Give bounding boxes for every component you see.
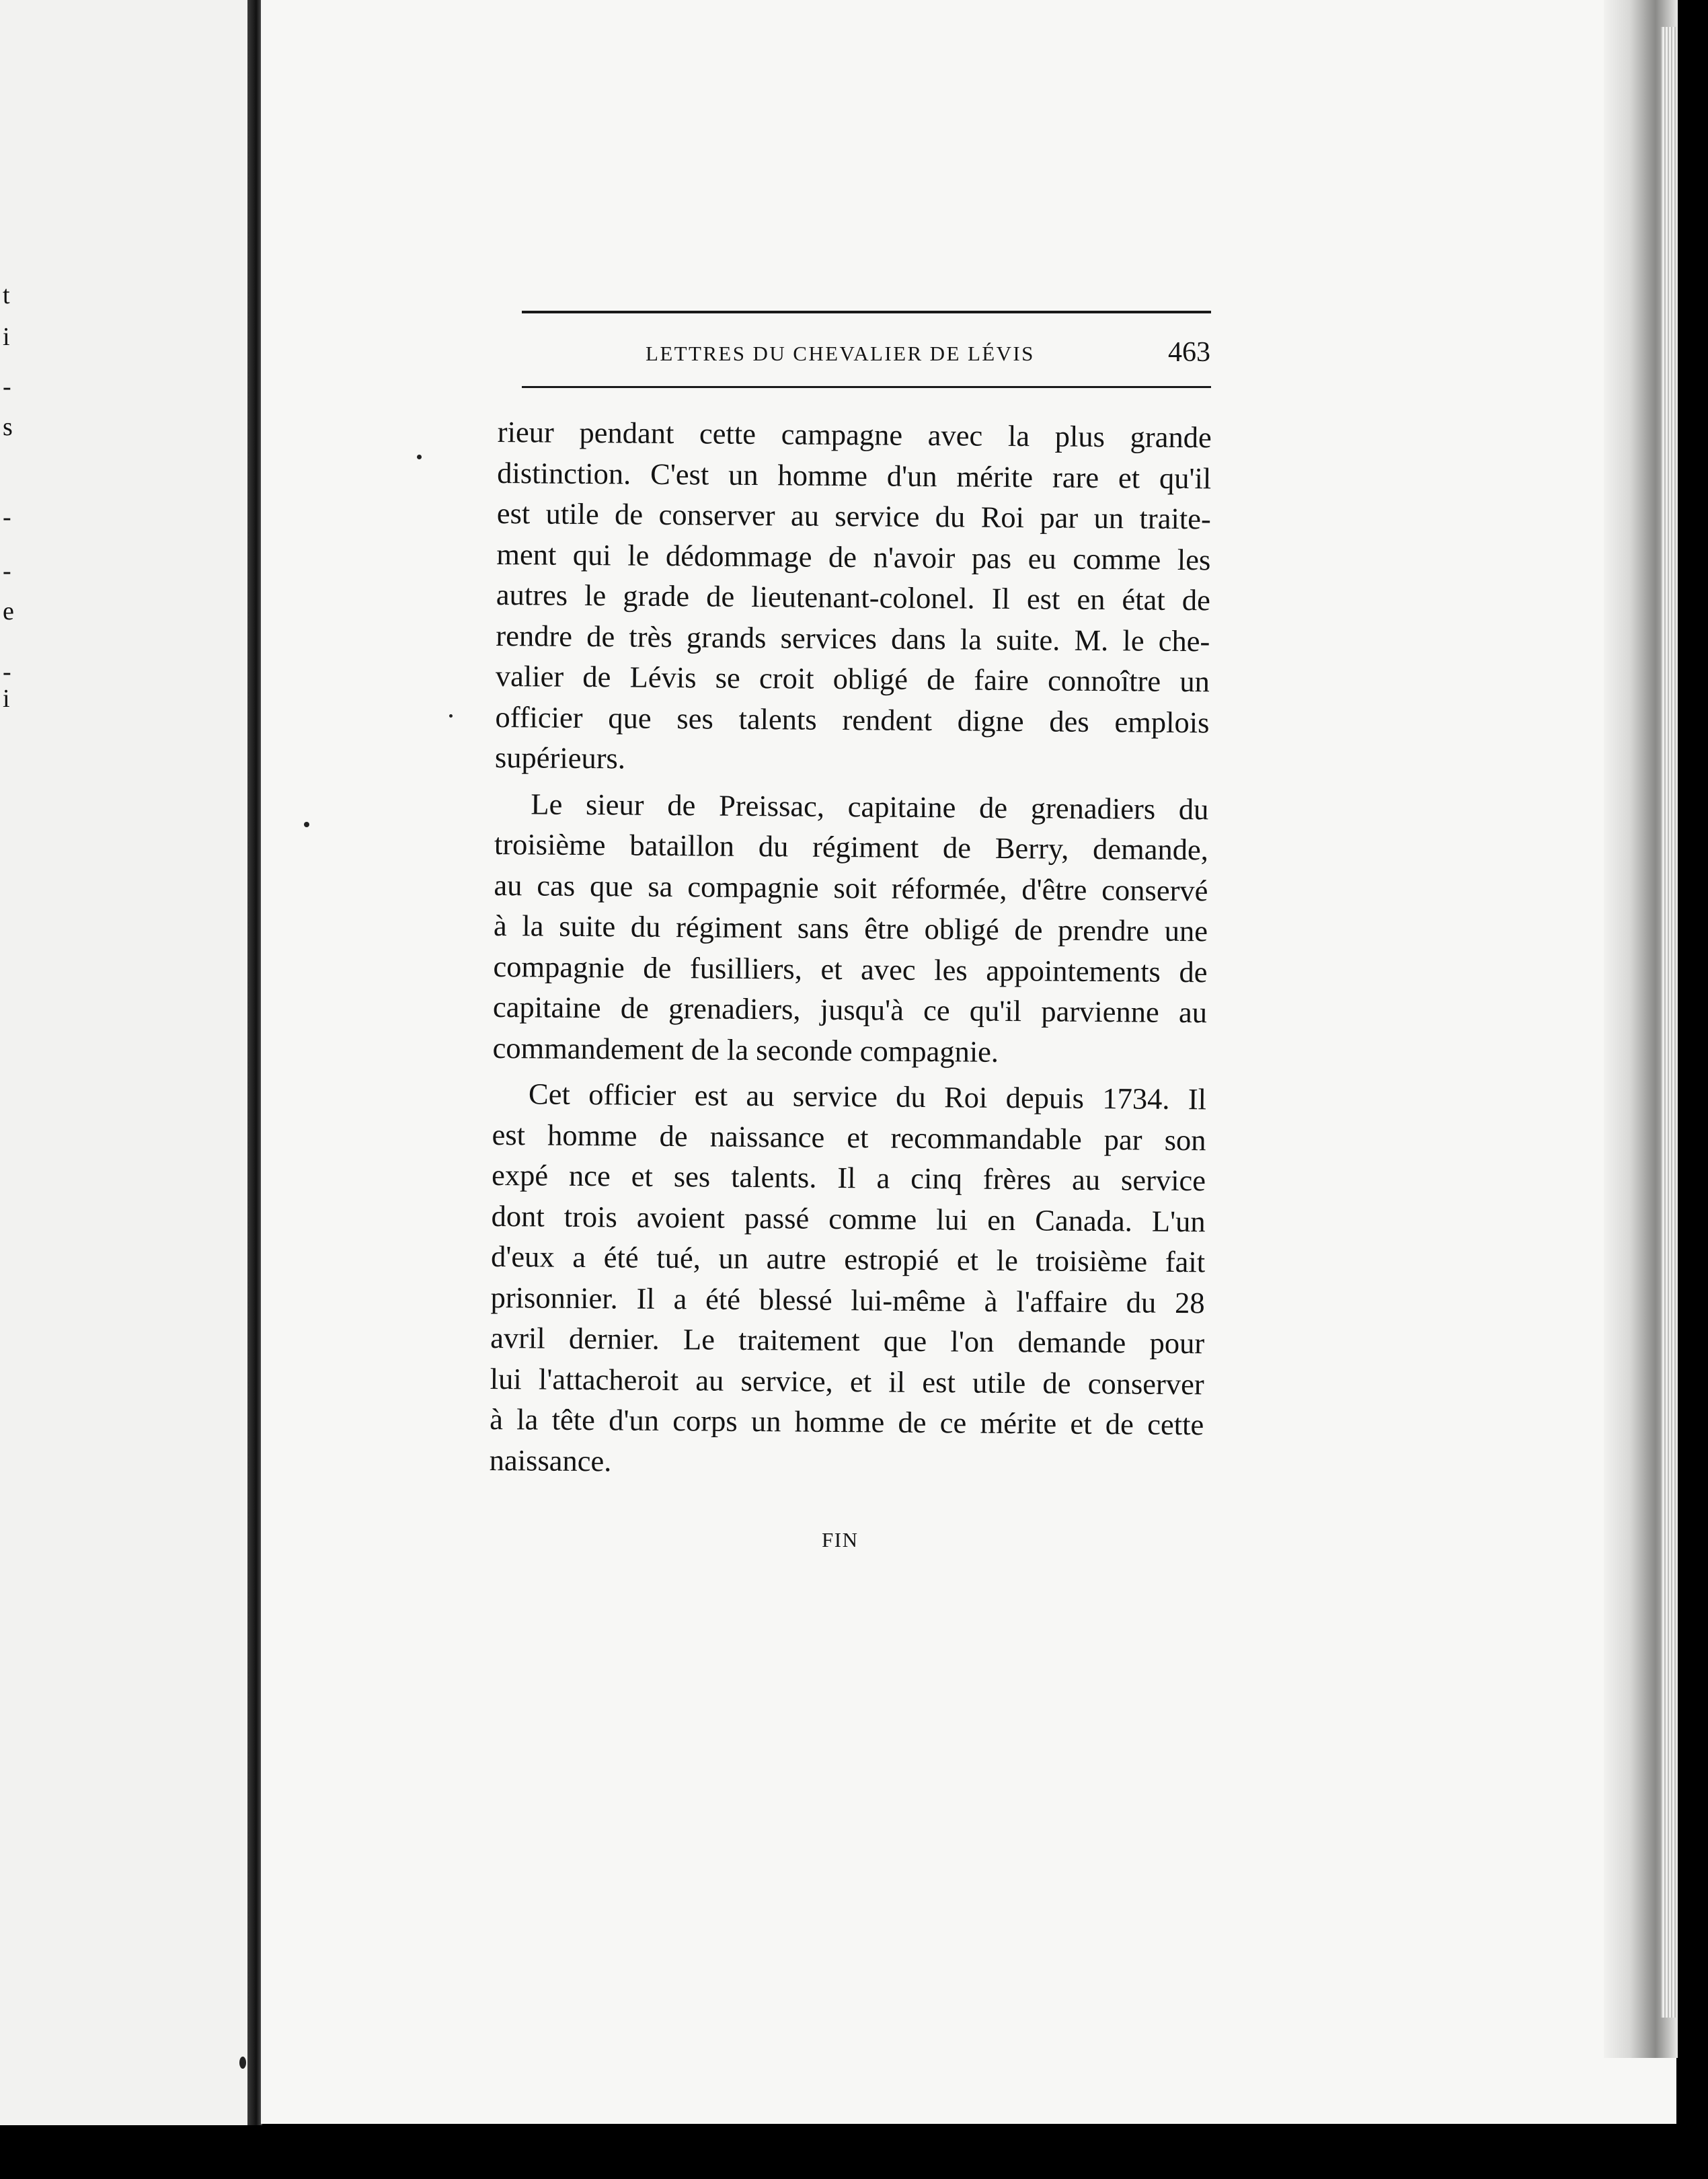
text-line: valier de Lévis se croit obligé de faire connoître un <box>495 658 1210 699</box>
ink-speck <box>239 2057 246 2069</box>
text-line: est utile de conserver au service du Roi par un traite- <box>496 496 1211 536</box>
ink-speck <box>417 455 422 459</box>
fragment: e <box>3 597 14 625</box>
text-line: distinction. C'est un homme d'un mérite rare et qu'il <box>497 455 1212 495</box>
text-line: rieur pendant cette campagne avec la plus grande <box>497 414 1212 455</box>
text-line: supérieurs. <box>494 740 626 775</box>
paragraph <box>490 1073 1207 1486</box>
page-stack-edges <box>1661 27 1676 2018</box>
paragraph <box>492 783 1208 1073</box>
previous-page-edge <box>0 0 252 2125</box>
fragment: - <box>3 373 11 401</box>
text-line: avril dernier. Le traitement que l'on demande pour <box>490 1320 1205 1361</box>
text-line: troisième bataillon du régiment de Berry, demande, <box>494 827 1209 867</box>
fragment: t <box>3 281 10 309</box>
end-mark: FIN <box>822 1528 859 1552</box>
text-line: ment qui le dédommage de n'avoir pas eu comme les <box>496 537 1211 576</box>
fragment: - <box>3 503 11 531</box>
ink-speck <box>304 822 309 827</box>
text-line: au cas que sa compagnie soit réformée, d'être conservé <box>494 868 1208 907</box>
fragment: - <box>3 658 11 686</box>
text-line: à la tête d'un corps un homme de ce mérite et de cette <box>490 1402 1204 1442</box>
text-line: expé nce et ses talents. Il a cinq frères au service <box>491 1157 1206 1198</box>
paragraph <box>495 412 1212 783</box>
page-number: 463 <box>1168 337 1210 368</box>
body-text <box>490 412 1212 1486</box>
text-line: Cet officier est au service du Roi depuis 1734. Il <box>528 1077 1207 1116</box>
text-line: à la suite du régiment sans être obligé de prendre une <box>493 908 1208 948</box>
ink-speck <box>449 714 453 718</box>
text-line: d'eux a été tué, un autre estropié et le troisième fait <box>490 1239 1206 1279</box>
text-line: commandement de la seconde compagnie. <box>492 1030 999 1069</box>
text-line: naissance. <box>489 1443 612 1478</box>
fragment: s <box>3 413 13 441</box>
text-line: capitaine de grenadiers, jusqu'à ce qu'il parvienne au <box>492 989 1208 1030</box>
text-line: Le sieur de Preissac, capitaine de grenadiers du <box>531 786 1209 826</box>
text-line: lui l'attacheroit au service, et il est utile de conserver <box>490 1361 1204 1401</box>
text-line: est homme de naissance et recommandable par son <box>492 1117 1206 1157</box>
fragment: i <box>3 323 10 351</box>
header-top-rule <box>522 311 1211 313</box>
text-line: autres le grade de lieutenant-colonel. Il est en état de <box>496 577 1211 617</box>
text-line: prisonnier. Il a été blessé lui-même à l'affaire du 28 <box>490 1280 1205 1320</box>
text-line: officier que ses talents rendent digne des emplois <box>495 699 1210 739</box>
fragment: i <box>3 685 10 713</box>
text-line: rendre de très grands services dans la suite. M. le che- <box>496 618 1210 658</box>
running-title: LETTRES DU CHEVALIER DE LÉVIS <box>646 342 1035 365</box>
text-line: compagnie de fusilliers, et avec les appointements de <box>493 949 1208 989</box>
fragment: - <box>3 557 11 585</box>
text-line: dont trois avoient passé comme lui en Canada. L'un <box>491 1198 1206 1238</box>
header-bottom-rule <box>522 386 1211 388</box>
book-gutter <box>247 0 262 2125</box>
